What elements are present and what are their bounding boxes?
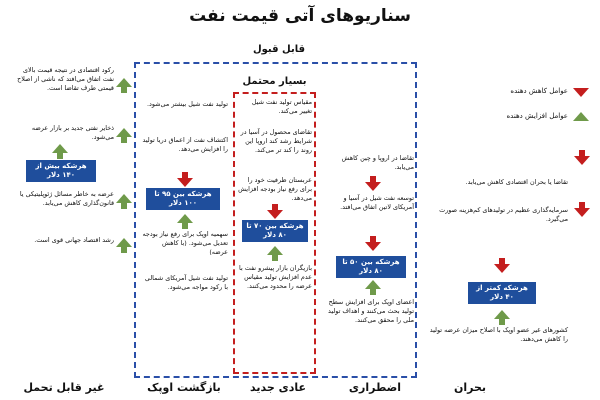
column-opec-return bbox=[140, 96, 230, 372]
unacceptable-factor-3: عرضه به خاطر مسائل ژئوپلیتیکی یا قانون‌گذاری کاهش می‌یابد. bbox=[19, 190, 114, 207]
opec-price-badge: هرشکه بین ۹۵ تا ۱۰۰ دلار bbox=[146, 188, 220, 210]
down-arrow-icon bbox=[267, 210, 283, 219]
column-crisis bbox=[428, 150, 598, 360]
down-arrow-icon bbox=[177, 178, 193, 187]
legend bbox=[430, 86, 595, 126]
up-arrow-icon bbox=[57, 153, 63, 159]
down-arrow-icon bbox=[365, 182, 381, 191]
crisis-factor-2: سرمایه‌گذاری عظیم در تولیدهای کم‌هزینه صورت می‌گیرد. bbox=[439, 206, 568, 223]
unacceptable-factor-2: ذخایر نفتی جدید بر بازار عرضه می‌شود. bbox=[31, 124, 114, 141]
up-arrow-icon bbox=[121, 203, 127, 209]
column-title-opec-return: بازگشت اوپک bbox=[147, 381, 221, 394]
up-arrow-icon bbox=[116, 128, 132, 137]
down-arrow-icon bbox=[494, 264, 510, 273]
column-title-turbulent: اضطراری bbox=[348, 381, 402, 394]
up-arrow-icon bbox=[52, 144, 68, 153]
turbulent-price-badge: هرشکه بین ۵۰ تا ۸۰ دلار bbox=[336, 256, 406, 278]
turbulent-factor-1: تقاضا در اروپا و چین کاهش می‌یابد. bbox=[341, 154, 414, 171]
up-arrow-icon bbox=[499, 319, 505, 325]
column-unacceptable bbox=[2, 66, 132, 366]
opec-factor-2: اکتشاف نفت از اعماق دریا تولید را افزایش می‌دهد. bbox=[142, 136, 228, 153]
crisis-factor-3: کشورهای غیر عضو اوپک با اصلاح میزان عرضه تولید را کاهش می‌دهند. bbox=[429, 326, 568, 343]
up-arrow-icon bbox=[272, 255, 278, 261]
down-arrow-icon bbox=[365, 242, 381, 251]
up-arrow-icon bbox=[121, 137, 127, 143]
crisis-price-badge: هرشکه کمتر از ۴۰ دلار bbox=[468, 282, 536, 304]
unacceptable-factor-4: رشد اقتصاد جهانی قوی است. bbox=[34, 236, 114, 244]
crisis-factor-1: تقاضا یا بحران اقتصادی کاهش می‌یابد. bbox=[465, 178, 568, 186]
new-normal-price-badge: هرشکه بین ۷۰ تا ۸۰ دلار bbox=[242, 220, 308, 242]
up-arrow-icon bbox=[365, 280, 381, 289]
up-arrow-icon bbox=[121, 247, 127, 253]
column-title-unacceptable: غیر قابل تحمل bbox=[23, 381, 105, 394]
column-title-new-normal: عادی جدید bbox=[250, 381, 306, 394]
column-title-crisis: بحران bbox=[453, 381, 487, 394]
legend-decrease-label: عوامل کاهش دهنده bbox=[510, 87, 568, 95]
unacceptable-price-badge: هرشکه بیش از ۱۴۰ دلار bbox=[26, 160, 96, 182]
unacceptable-factor-1: رکود اقتصادی در نتیجه قیمت بالای نفت اتفاق می‌افتد که ناشی از اصلاح قیمتی طرف تقاضا است. bbox=[17, 66, 114, 92]
legend-increase-label: عوامل افزایش دهنده bbox=[506, 112, 568, 120]
legend-increase-arrow-icon bbox=[573, 112, 589, 121]
up-arrow-icon bbox=[116, 78, 132, 87]
turbulent-factor-3: اعضای اوپک برای افزایش سطح تولید بحث می‌کنند و اهداف تولید ملی را محقق می‌کنند. bbox=[328, 298, 414, 324]
new-normal-factor-2: تقاضای محصول در آسیا در شرایط رشد کند اروپا این روند را کند تر می‌کند. bbox=[240, 128, 312, 154]
new-normal-factor-4: بازیگران بازار پیشرو نفت با عدم افزایش تولید مقیاس عرضه را محدود می‌کنند. bbox=[239, 264, 312, 290]
legend-decrease-arrow-icon bbox=[573, 88, 589, 97]
very-likely-label: بسیار محتمل bbox=[242, 76, 307, 87]
opec-factor-1: تولید نفت شیل بیشتر می‌شود. bbox=[147, 100, 228, 108]
page-title: سناریوهای آتی قیمت نفت bbox=[189, 6, 411, 26]
up-arrow-icon bbox=[116, 238, 132, 247]
up-arrow-icon bbox=[370, 289, 376, 295]
up-arrow-icon bbox=[267, 246, 283, 255]
opec-factor-3: سهمیه اوپک برای رفع نیاز بودجه تعدیل می‌شود. (با کاهش عرضه) bbox=[142, 230, 228, 256]
up-arrow-icon bbox=[116, 194, 132, 203]
up-arrow-icon bbox=[121, 87, 127, 93]
acceptable-label: قابل قبول bbox=[252, 44, 306, 55]
up-arrow-icon bbox=[494, 310, 510, 319]
up-arrow-icon bbox=[182, 223, 188, 229]
turbulent-factor-2: توسعه نفت شیل در آسیا و آمریکای لاتین اتفاق می‌افتد. bbox=[340, 194, 414, 211]
column-turbulent bbox=[318, 150, 418, 360]
down-arrow-icon bbox=[574, 208, 590, 217]
new-normal-factor-1: مقیاس تولید نفت شیل تغییر می‌کند. bbox=[251, 98, 312, 115]
new-normal-factor-3: عربستان ظرفیت خود را برای رفع نیاز بودجه افزایش می‌دهد. bbox=[238, 176, 312, 202]
up-arrow-icon bbox=[177, 214, 193, 223]
down-arrow-icon bbox=[574, 156, 590, 165]
column-new-normal bbox=[236, 96, 314, 372]
opec-factor-4: تولید نفت شیل آمریکای شمالی با رکود مواجه می‌شود. bbox=[144, 274, 228, 291]
